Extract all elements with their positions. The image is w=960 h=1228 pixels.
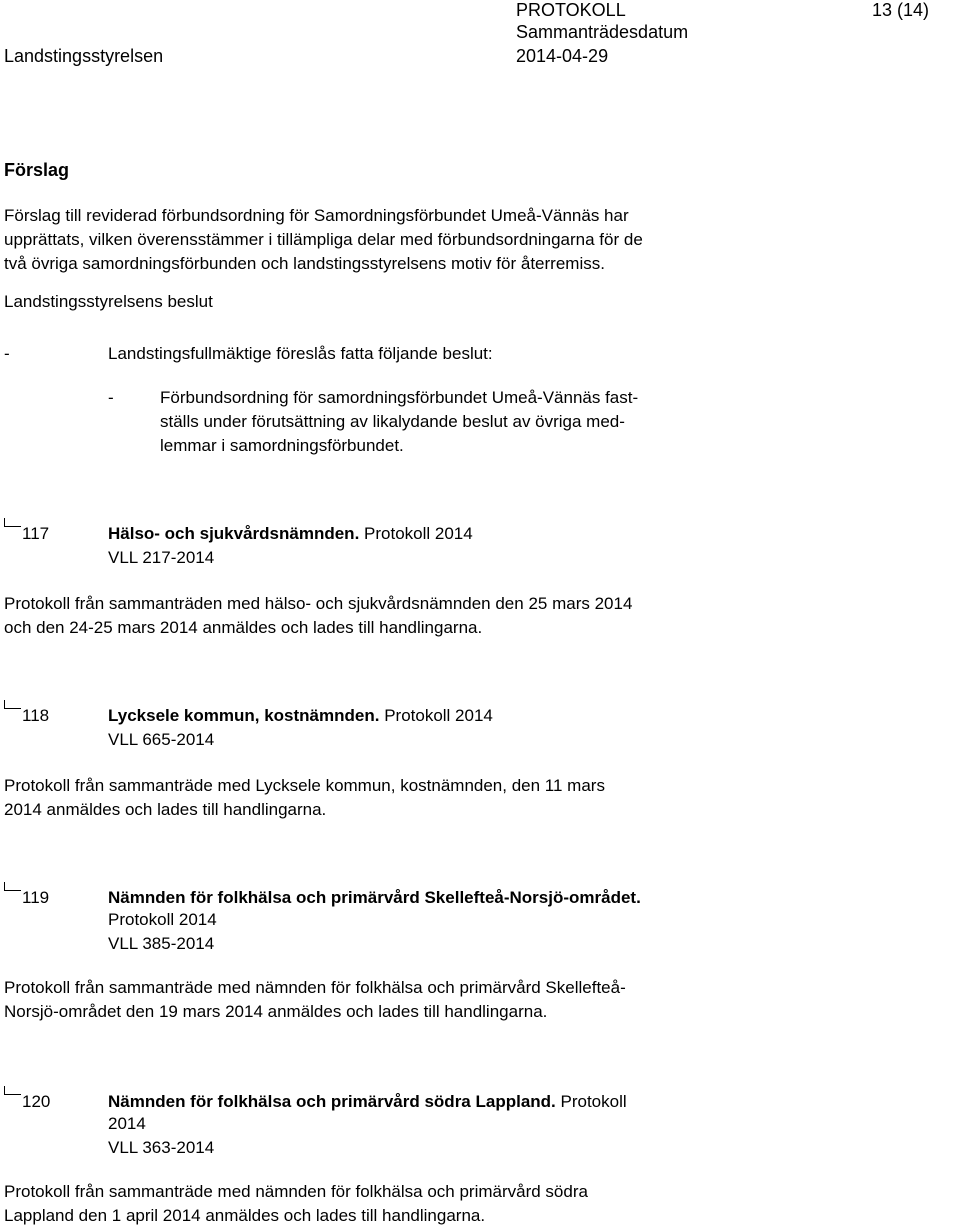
beslut-sub-paragraph <box>160 386 638 458</box>
section-marker <box>4 518 21 527</box>
beslut-sub-line: ställs under förutsättning av likalydande beslut av övriga med- <box>160 412 625 431</box>
section-title <box>108 524 473 544</box>
header-date: 2014-04-29 <box>516 46 609 66</box>
section-title-main: Nämnden för folkhälsa och primärvård södra Lappland. <box>108 1092 556 1111</box>
beslut-sub-line: Förbundsordning för samordningsförbundet Umeå-Vännäs fast- <box>160 388 639 407</box>
section-body-line: Protokoll från sammanträde med Lycksele kommun, kostnämnden, den 11 mars <box>4 776 605 795</box>
header-date-label: Sammanträdesdatum <box>516 22 689 42</box>
section-title-main: Nämnden för folkhälsa och primärvård Skellefteå-Norsjö-området. <box>108 888 641 907</box>
section-ref: VLL 217-2014 <box>108 548 215 567</box>
section-body <box>4 976 626 1024</box>
section-title <box>108 706 493 726</box>
section-body <box>4 774 605 822</box>
section-title-protokoll: Protokoll <box>560 1092 627 1111</box>
section-number: 118 <box>22 706 50 725</box>
section-ref: VLL 363-2014 <box>108 1138 215 1157</box>
page-number: 13 (14) <box>872 0 930 20</box>
beslut-heading: Landstingsstyrelsens beslut <box>4 292 213 311</box>
section-title-main: Hälso- och sjukvårdsnämnden. <box>108 524 360 543</box>
header-doc-type: PROTOKOLL <box>516 0 626 20</box>
section-title <box>108 1092 627 1112</box>
beslut-sub-dash: - <box>108 388 114 407</box>
section-body <box>4 592 632 640</box>
section-title-protokoll: Protokoll 2014 <box>384 706 493 725</box>
section-marker <box>4 882 21 891</box>
section-body-line: Protokoll från sammanträden med hälso- och sjukvårdsnämnden den 25 mars 2014 <box>4 594 633 613</box>
section-number: 119 <box>22 888 50 907</box>
section-body-line: Lappland den 1 april 2014 anmäldes och lades till handlingarna. <box>4 1206 486 1225</box>
header-org: Landstingsstyrelsen <box>4 46 164 66</box>
beslut-dash: - <box>4 344 10 363</box>
forslag-paragraph <box>4 204 643 276</box>
forslag-line: två övriga samordningsförbunden och landstingsstyrelsens motiv för återremiss. <box>4 254 605 273</box>
section-marker <box>4 700 21 709</box>
section-title-year: 2014 <box>108 1114 146 1133</box>
beslut-sub-line: lemmar i samordningsförbundet. <box>160 436 404 455</box>
section-body <box>4 1180 588 1228</box>
section-marker <box>4 1086 21 1095</box>
section-body-line: Protokoll från sammanträde med nämnden för folkhälsa och primärvård Skellefteå- <box>4 978 626 997</box>
forslag-line: Förslag till reviderad förbundsordning för Samordningsförbundet Umeå-Vännäs har <box>4 206 629 225</box>
beslut-item: Landstingsfullmäktige föreslås fatta följande beslut: <box>108 344 493 363</box>
section-title-protokoll: Protokoll 2014 <box>108 910 217 929</box>
section-title-main: Lycksele kommun, kostnämnden. <box>108 706 380 725</box>
forslag-heading: Förslag <box>4 160 70 180</box>
section-body-line: Norsjö-området den 19 mars 2014 anmäldes och lades till handlingarna. <box>4 1002 548 1021</box>
section-number: 117 <box>22 524 50 543</box>
section-number: 120 <box>22 1092 51 1111</box>
section-body-line: 2014 anmäldes och lades till handlingarna. <box>4 800 327 819</box>
section-title-protokoll: Protokoll 2014 <box>364 524 473 543</box>
section-body-line: Protokoll från sammanträde med nämnden för folkhälsa och primärvård södra <box>4 1182 588 1201</box>
section-ref: VLL 665-2014 <box>108 730 215 749</box>
section-body-line: och den 24-25 mars 2014 anmäldes och lades till handlingarna. <box>4 618 483 637</box>
forslag-line: upprättats, vilken överensstämmer i tillämpliga delar med förbundsordningarna för de <box>4 230 643 249</box>
section-ref: VLL 385-2014 <box>108 934 215 953</box>
